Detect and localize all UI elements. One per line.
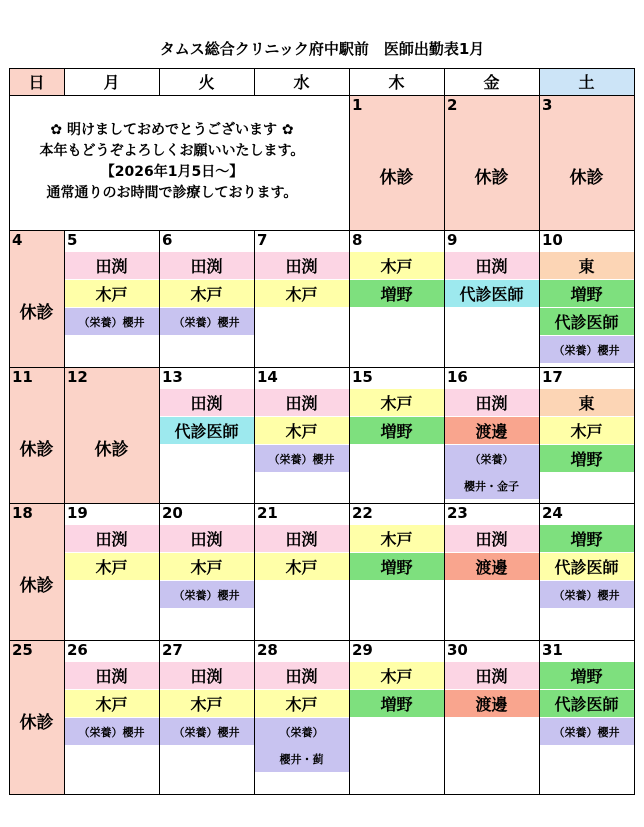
doctor-entry: 田渕 <box>444 389 539 416</box>
grid-line <box>9 367 635 368</box>
doctor-entry: 渡邊 <box>444 553 539 580</box>
schedule-title: タムス総合クリニック府中駅前 医師出勤表1月 <box>159 40 485 58</box>
doctor-entry: 木戸 <box>159 690 254 717</box>
day-number: 13 <box>162 368 183 386</box>
doctor-entry: 田渕 <box>444 662 539 689</box>
grid-line <box>64 68 65 95</box>
closed-label: 休診 <box>19 440 54 460</box>
grid-line <box>349 68 350 95</box>
grid-line <box>9 68 10 795</box>
day-cell[interactable] <box>159 367 254 503</box>
grid-line <box>349 95 350 795</box>
grid-line <box>159 230 160 795</box>
grid-line <box>9 95 635 96</box>
day-cell[interactable] <box>444 230 539 367</box>
doctor-entry: 田渕 <box>254 389 349 416</box>
grid-line <box>539 95 540 795</box>
day-cell[interactable] <box>444 503 539 640</box>
doctor-entry: 木戸 <box>64 553 159 580</box>
grid-line <box>444 95 445 795</box>
doctor-entry: 増野 <box>539 662 634 689</box>
doctor-entry: 木戸 <box>64 690 159 717</box>
grid-line <box>634 68 635 795</box>
grid-line <box>254 68 255 95</box>
doctor-entry: 田渕 <box>64 662 159 689</box>
doctor-entry: 木戸 <box>539 417 634 444</box>
day-number: 28 <box>257 641 278 659</box>
day-cell[interactable] <box>349 95 444 230</box>
doctor-entry: 木戸 <box>349 389 444 416</box>
doctor-entry: 木戸 <box>254 280 349 307</box>
doctor-entry: 代診医師 <box>444 280 539 307</box>
doctor-entry: （栄養）櫻井 <box>159 308 254 335</box>
day-cell[interactable] <box>539 640 634 794</box>
doctor-entry: 田渕 <box>64 525 159 552</box>
day-cell[interactable] <box>64 640 159 794</box>
day-number: 25 <box>12 641 33 659</box>
day-cell[interactable] <box>539 95 634 230</box>
doctor-entry: 木戸 <box>254 417 349 444</box>
day-cell[interactable] <box>159 640 254 794</box>
grid-line <box>9 503 635 504</box>
doctor-entry: 木戸 <box>349 252 444 279</box>
weekday-header: 金 <box>483 73 500 92</box>
weekday-header: 日 <box>9 68 64 95</box>
day-cell[interactable] <box>254 503 349 640</box>
doctor-entry: 増野 <box>539 445 634 472</box>
doctor-entry: 田渕 <box>254 252 349 279</box>
doctor-entry: 木戸 <box>64 280 159 307</box>
doctor-entry: 代診医師 <box>539 690 634 717</box>
day-number: 16 <box>447 368 468 386</box>
doctor-entry: 田渕 <box>159 389 254 416</box>
day-cell[interactable] <box>9 503 64 640</box>
day-cell[interactable] <box>159 230 254 367</box>
doctor-entry: （栄養）櫻井 <box>539 718 634 745</box>
day-number: 10 <box>542 231 563 249</box>
day-cell[interactable] <box>254 230 349 367</box>
day-cell[interactable] <box>349 640 444 794</box>
doctor-entry: 田渕 <box>64 252 159 279</box>
doctor-entry: 増野 <box>349 690 444 717</box>
doctor-entry: 田渕 <box>254 662 349 689</box>
entry-line: 櫻井・蓟 <box>279 752 324 766</box>
day-number: 29 <box>352 641 373 659</box>
doctor-entry: 田渕 <box>159 662 254 689</box>
day-number: 4 <box>12 231 23 249</box>
day-cell[interactable] <box>539 503 634 640</box>
weekday-header: 月 <box>103 73 120 92</box>
day-number: 3 <box>542 96 553 114</box>
grid-line <box>539 68 540 95</box>
doctor-entry: 代診医師 <box>159 417 254 444</box>
day-cell[interactable] <box>349 230 444 367</box>
day-number: 18 <box>12 504 33 522</box>
message-line: 【2026年1月5日～】 <box>100 164 244 180</box>
entry-line: （栄養） <box>469 452 514 466</box>
closed-label: 休診 <box>19 303 54 323</box>
entry-line: 櫻井・金子 <box>464 479 519 493</box>
doctor-entry: 代診医師 <box>539 308 634 335</box>
message-line: 本年もどうぞよろしくお願いいたします。 <box>39 143 305 159</box>
doctor-entry: （栄養）櫻井 <box>539 336 634 363</box>
day-number: 9 <box>447 231 458 249</box>
day-number: 14 <box>257 368 278 386</box>
doctor-entry: （栄養）櫻井 <box>64 308 159 335</box>
doctor-entry: （栄養）櫻井 <box>539 581 634 608</box>
day-number: 30 <box>447 641 468 659</box>
closed-label: 休診 <box>379 168 414 188</box>
day-number: 26 <box>67 641 88 659</box>
day-cell[interactable] <box>444 367 539 503</box>
day-number: 27 <box>162 641 183 659</box>
doctor-entry <box>444 445 539 499</box>
doctor-entry: 木戸 <box>159 553 254 580</box>
day-number: 15 <box>352 368 373 386</box>
day-cell[interactable] <box>9 367 64 503</box>
message-line: ✿ 明けましておめでとうございます ✿ <box>50 122 294 138</box>
doctor-entry: 木戸 <box>254 553 349 580</box>
doctor-entry: 東 <box>539 252 634 279</box>
doctor-entry: 田渕 <box>444 525 539 552</box>
day-cell[interactable] <box>539 230 634 367</box>
doctor-entry: 渡邊 <box>444 690 539 717</box>
day-cell[interactable] <box>64 367 159 503</box>
day-cell[interactable] <box>9 230 64 367</box>
grid-line <box>9 68 635 69</box>
day-cell[interactable] <box>159 503 254 640</box>
weekday-header: 火 <box>198 73 215 92</box>
day-cell[interactable] <box>444 640 539 794</box>
doctor-entry: 東 <box>539 389 634 416</box>
day-number: 20 <box>162 504 183 522</box>
weekday-header: 土 <box>539 68 634 95</box>
grid-line <box>9 230 635 231</box>
grid-line <box>9 794 635 795</box>
doctor-entry: 木戸 <box>349 662 444 689</box>
doctor-entry: 木戸 <box>349 525 444 552</box>
day-number: 1 <box>352 96 363 114</box>
day-number: 21 <box>257 504 278 522</box>
doctor-entry: 田渕 <box>254 525 349 552</box>
day-cell[interactable] <box>64 230 159 367</box>
doctor-entry: 増野 <box>349 553 444 580</box>
doctor-entry: 田渕 <box>444 252 539 279</box>
day-cell[interactable] <box>254 640 349 794</box>
doctor-entry: （栄養）櫻井 <box>159 581 254 608</box>
day-number: 17 <box>542 368 563 386</box>
day-number: 11 <box>12 368 33 386</box>
doctor-entry: 田渕 <box>159 252 254 279</box>
day-number: 19 <box>67 504 88 522</box>
day-number: 5 <box>67 231 78 249</box>
doctor-entry: （栄養）櫻井 <box>159 718 254 745</box>
day-cell[interactable] <box>64 503 159 640</box>
message-line: 通常通りのお時間で診療しております。 <box>46 185 298 201</box>
grid-line <box>64 230 65 795</box>
grid-line <box>444 68 445 95</box>
doctor-entry: 木戸 <box>254 690 349 717</box>
doctor-entry: （栄養）櫻井 <box>64 718 159 745</box>
day-cell[interactable] <box>9 640 64 794</box>
day-number: 23 <box>447 504 468 522</box>
doctor-entry: 増野 <box>349 417 444 444</box>
new-year-message <box>8 120 336 204</box>
doctor-entry: 渡邊 <box>444 417 539 444</box>
day-cell[interactable] <box>444 95 539 230</box>
closed-label: 休診 <box>19 576 54 596</box>
doctor-entry: 増野 <box>539 280 634 307</box>
doctor-entry: （栄養）櫻井 <box>254 445 349 472</box>
closed-label: 休診 <box>474 168 509 188</box>
day-cell[interactable] <box>254 367 349 503</box>
doctor-entry: 増野 <box>539 525 634 552</box>
doctor-entry: 代診医師 <box>539 553 634 580</box>
day-cell[interactable] <box>539 367 634 503</box>
day-cell[interactable] <box>349 503 444 640</box>
closed-label: 休診 <box>94 440 129 460</box>
weekday-header: 水 <box>293 73 310 92</box>
entry-line: （栄養） <box>279 725 324 739</box>
day-number: 6 <box>162 231 173 249</box>
doctor-entry: 田渕 <box>159 525 254 552</box>
grid-line <box>159 68 160 95</box>
closed-label: 休診 <box>19 713 54 733</box>
day-cell[interactable] <box>349 367 444 503</box>
day-number: 31 <box>542 641 563 659</box>
doctor-entry: 増野 <box>349 280 444 307</box>
day-number: 24 <box>542 504 563 522</box>
day-number: 7 <box>257 231 268 249</box>
day-number: 8 <box>352 231 363 249</box>
day-number: 2 <box>447 96 458 114</box>
doctor-entry <box>254 718 349 772</box>
doctor-entry: 木戸 <box>159 280 254 307</box>
day-number: 12 <box>67 368 88 386</box>
closed-label: 休診 <box>569 168 604 188</box>
day-number: 22 <box>352 504 373 522</box>
weekday-header: 木 <box>388 73 405 92</box>
grid-line <box>254 230 255 795</box>
grid-line <box>9 640 635 641</box>
